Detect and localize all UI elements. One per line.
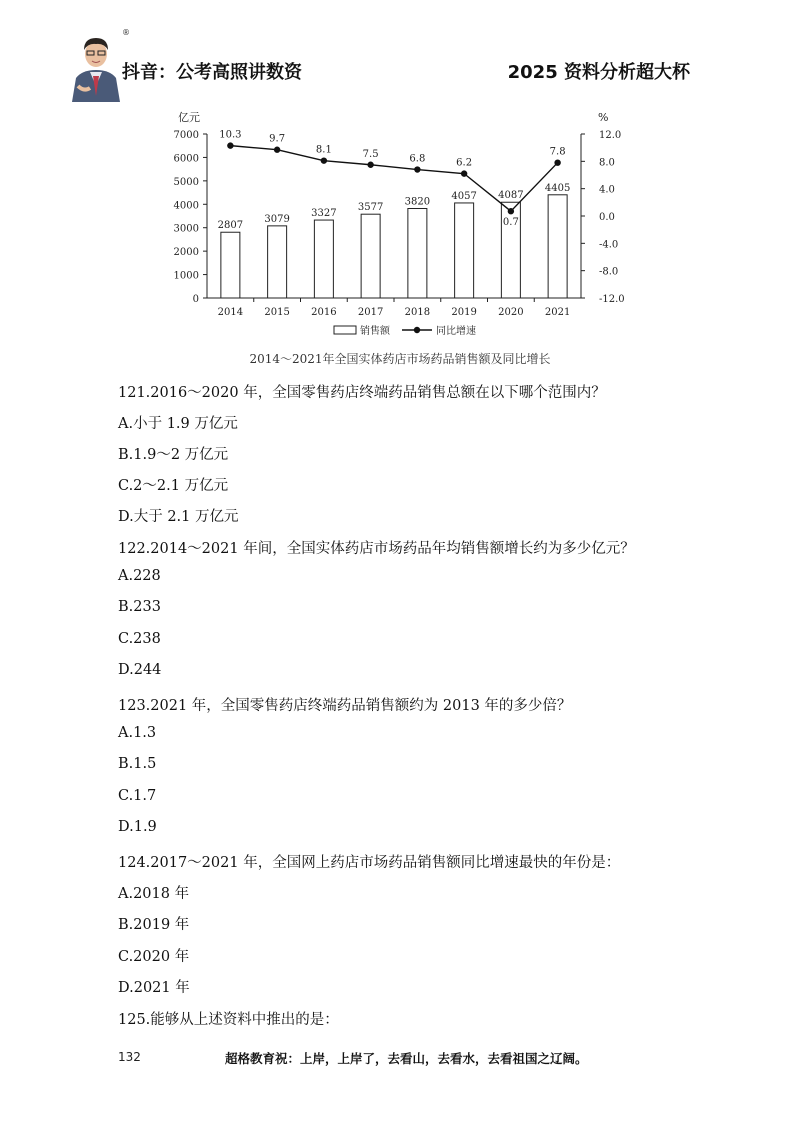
bar-data-label: 4405 — [544, 182, 571, 194]
line-point — [508, 208, 514, 214]
bar-data-label: 3079 — [264, 213, 290, 225]
question-121: 121.2016～2020 年，全国零售药店终端药品销售总额在以下哪个范围内？ — [118, 385, 606, 401]
question-124-option-d: D.2021 年 — [118, 980, 190, 996]
y2-tick-label: 0.0 — [599, 212, 615, 223]
bar-data-label: 3577 — [357, 202, 384, 214]
line-data-label: 7.5 — [362, 148, 379, 160]
x-tick-label: 2020 — [498, 307, 524, 318]
question-123-option-d: D.1.9 — [118, 819, 157, 835]
question-124-option-b: B.2019 年 — [118, 917, 190, 933]
question-125: 125.能够从上述资料中推出的是： — [118, 1012, 339, 1028]
line-data-label: 6.2 — [456, 157, 473, 169]
y2-tick-label: -8.0 — [599, 266, 619, 278]
x-tick-label: 2014 — [217, 307, 244, 318]
growth-line — [230, 146, 557, 212]
bar — [268, 226, 287, 298]
x-tick-label: 2016 — [311, 307, 337, 318]
x-tick-label: 2017 — [357, 307, 384, 318]
y-tick-label: 3000 — [173, 223, 199, 235]
header-right-title: 2025 资料分析超大杯 — [507, 62, 690, 83]
header-left-title: 抖音：公考高照讲数资 — [122, 62, 302, 83]
line-point — [414, 166, 420, 172]
question-122-option-c: C.238 — [118, 631, 161, 647]
y2-tick-label: 12.0 — [599, 130, 622, 141]
bar-data-label: 4057 — [451, 190, 477, 202]
registered-mark: ® — [122, 28, 130, 37]
y2-tick-label: 4.0 — [599, 184, 615, 196]
page-number: 132 — [118, 1050, 141, 1064]
question-122-option-b: B.233 — [118, 599, 161, 615]
line-data-label: 10.3 — [219, 129, 242, 141]
chart-caption: 2014～2021年全国实体药店市场药品销售额及同比增长 — [249, 352, 551, 366]
bar-data-label: 4087 — [498, 190, 524, 202]
bar — [548, 195, 567, 298]
line-point — [554, 160, 560, 166]
bar-data-label: 3327 — [311, 208, 337, 220]
question-121-option-c: C.2～2.1 万亿元 — [118, 478, 229, 494]
y2-axis-unit-label: % — [598, 111, 609, 124]
bar — [361, 214, 380, 298]
bar — [221, 232, 240, 298]
y-tick-label: 7000 — [173, 130, 199, 141]
x-tick-label: 2015 — [264, 307, 290, 318]
legend-line-label: 同比增速 — [436, 326, 476, 337]
bar — [455, 203, 474, 298]
y2-tick-label: -4.0 — [599, 239, 619, 251]
question-121-option-d: D.大于 2.1 万亿元 — [118, 509, 239, 525]
y-tick-label: 0 — [192, 294, 199, 305]
legend-bar-swatch — [334, 326, 356, 334]
question-123: 123.2021 年，全国零售药店终端药品销售额约为 2013 年的多少倍？ — [118, 698, 572, 714]
x-tick-label: 2021 — [544, 307, 571, 318]
line-point — [367, 162, 373, 168]
question-122: 122.2014～2021 年间，全国实体药店市场药品年均销售额增长约为多少亿元？ — [118, 541, 635, 557]
y-tick-label: 1000 — [173, 270, 199, 282]
y-axis-unit-label: 亿元 — [178, 111, 200, 124]
line-data-label: 8.1 — [315, 144, 332, 156]
question-123-option-a: A.1.3 — [118, 725, 157, 741]
question-122-option-d: D.244 — [118, 662, 162, 678]
bar-data-label: 3820 — [404, 196, 431, 208]
line-data-label: 9.7 — [269, 133, 286, 145]
line-point — [321, 157, 327, 163]
question-124: 124.2017～2021 年，全国网上药店市场药品销售额同比增速最快的年份是： — [118, 855, 621, 871]
x-tick-label: 2018 — [404, 307, 431, 318]
bar — [314, 220, 333, 298]
sales-chart — [0, 0, 800, 360]
question-122-option-a: A.228 — [118, 568, 161, 584]
question-121-option-b: B.1.9～2 万亿元 — [118, 447, 229, 463]
question-124-option-a: A.2018 年 — [118, 886, 190, 902]
bar — [408, 209, 427, 298]
question-121-option-a: A.小于 1.9 万亿元 — [118, 416, 238, 432]
x-tick-label: 2019 — [451, 307, 477, 318]
line-data-label: 7.8 — [549, 146, 566, 158]
line-data-label: 0.7 — [502, 217, 519, 229]
line-point — [227, 142, 233, 148]
y-tick-label: 5000 — [173, 176, 199, 188]
line-data-label: 6.8 — [409, 153, 426, 165]
question-123-option-b: B.1.5 — [118, 756, 157, 772]
y-tick-label: 4000 — [173, 200, 199, 212]
y-tick-label: 2000 — [173, 247, 199, 259]
question-123-option-c: C.1.7 — [118, 788, 157, 804]
y2-tick-label: 8.0 — [599, 157, 615, 169]
legend-line-marker — [414, 327, 420, 333]
y2-tick-label: -12.0 — [599, 294, 625, 305]
legend-bar-label: 销售额 — [360, 326, 390, 337]
line-point — [274, 147, 280, 153]
line-point — [461, 170, 467, 176]
question-124-option-c: C.2020 年 — [118, 949, 190, 965]
footer-slogan: 超格教育祝：上岸，上岸了，去看山，去看水，去看祖国之辽阔。 — [225, 1051, 588, 1066]
bar-data-label: 2807 — [217, 220, 244, 232]
y-tick-label: 6000 — [173, 153, 199, 165]
